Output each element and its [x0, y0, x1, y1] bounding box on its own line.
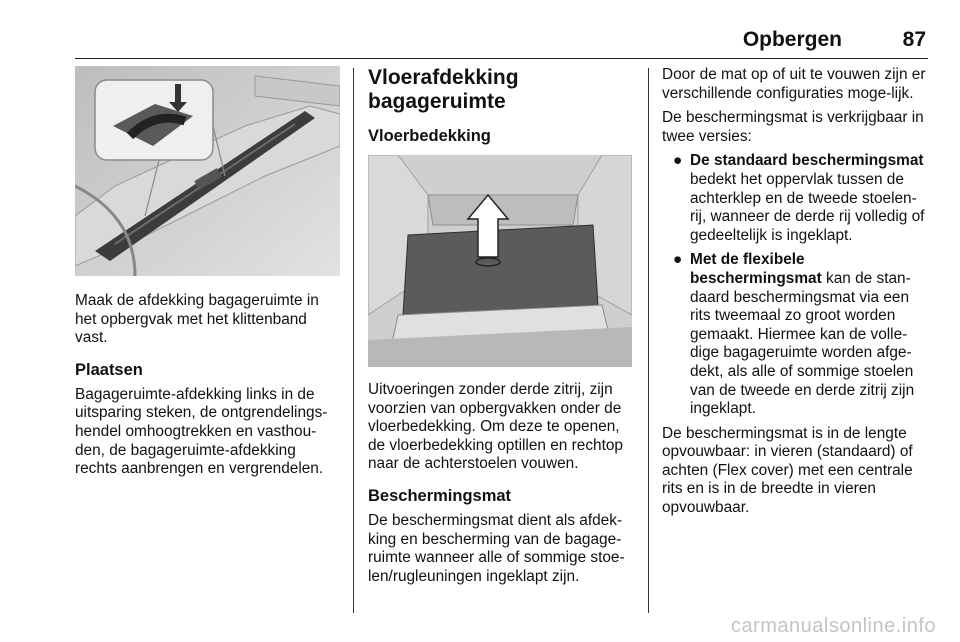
heading-beschermingsmat: Beschermingsmat: [368, 486, 512, 505]
bullet-text: kan de stan-daard beschermingsmat via een rits tweemaal zo groot worden gemaakt. Hiermee kan de volle-dige bagageruimte worden afge-dekt, als alle of sommige stoelen van de tweede en derde zitrij zijn ingeklapt.: [690, 269, 915, 418]
bullet-term: Met de flexibele beschermingsmat: [690, 251, 822, 287]
cover-storage-drawing: [75, 66, 340, 276]
section-title: Opbergen: [742, 28, 842, 51]
column-middle: [368, 66, 634, 586]
heading-plaatsen: Plaatsen: [75, 360, 143, 379]
floor-cover-drawing: [368, 155, 632, 367]
paragraph-beschermingsmat: De beschermingsmat dient als afdek-king en bescherming van de bagage-ruimte wanneer alle of sommige stoe-len/rugleuningen ingeklapt zijn.: [368, 511, 625, 585]
page-header: [75, 22, 928, 51]
watermark: carmanualsonline.info: [730, 615, 936, 637]
bullet-flexible-mat: [662, 251, 932, 418]
section-heading-line1: Vloerafdekking: [368, 66, 519, 89]
header-rule: [75, 58, 928, 59]
paragraph-folding: De beschermingsmat is in de lengte opvouwbaar: in vieren (standaard) of achten (Flex cover) met een centrale rits en is in de breedte in vieren opvouwbaar.: [662, 424, 913, 517]
bullet-standard-mat: [662, 152, 932, 245]
bullet-text: bedekt het oppervlak tussen de achterklep en de tweede stoelen-rij, wanneer de derde rij volledig of gedeeltelijk is ingeklapt.: [690, 170, 925, 244]
bullet-dot-icon: ●: [673, 251, 683, 269]
column-divider-left: [353, 68, 354, 613]
cover-storage-illustration: [75, 66, 340, 276]
figure-caption: Maak de afdekking bagageruimte in het opbergvak met het klittenband vast.: [75, 292, 319, 347]
paragraph-configurations: Door de mat op of uit te vouwen zijn er verschillende configuraties moge-lijk.: [662, 66, 926, 102]
paragraph-plaatsen: Bagageruimte-afdekking links in de uitsparing steken, de ontgrendelings-hendel omhoogtrekken en vasthou-den, de bagageruimte-afdekking rechts aanbrengen en vergrendelen.: [75, 385, 328, 478]
column-divider-right: [648, 68, 649, 613]
column-left: [75, 66, 340, 479]
section-heading-line2: bagageruimte: [368, 90, 506, 113]
figure-caption-floor: Uitvoeringen zonder derde zitrij, zijn voorzien van opbergvakken onder de vloerbedekking. Om deze te openen, de vloerbedekking optillen en rechtop naar de achterstoelen vouwen.: [368, 381, 623, 473]
floor-cover-illustration: [368, 155, 632, 367]
page-number: 87: [902, 28, 926, 51]
paragraph-versions: De beschermingsmat is verkrijgbaar in twee versies:: [662, 109, 924, 145]
subheading-vloerbedekking: Vloerbedekking: [368, 127, 491, 145]
column-right: [662, 66, 932, 518]
bullet-dot-icon: ●: [673, 152, 683, 170]
bullet-term: De standaard beschermingsmat: [690, 152, 924, 170]
